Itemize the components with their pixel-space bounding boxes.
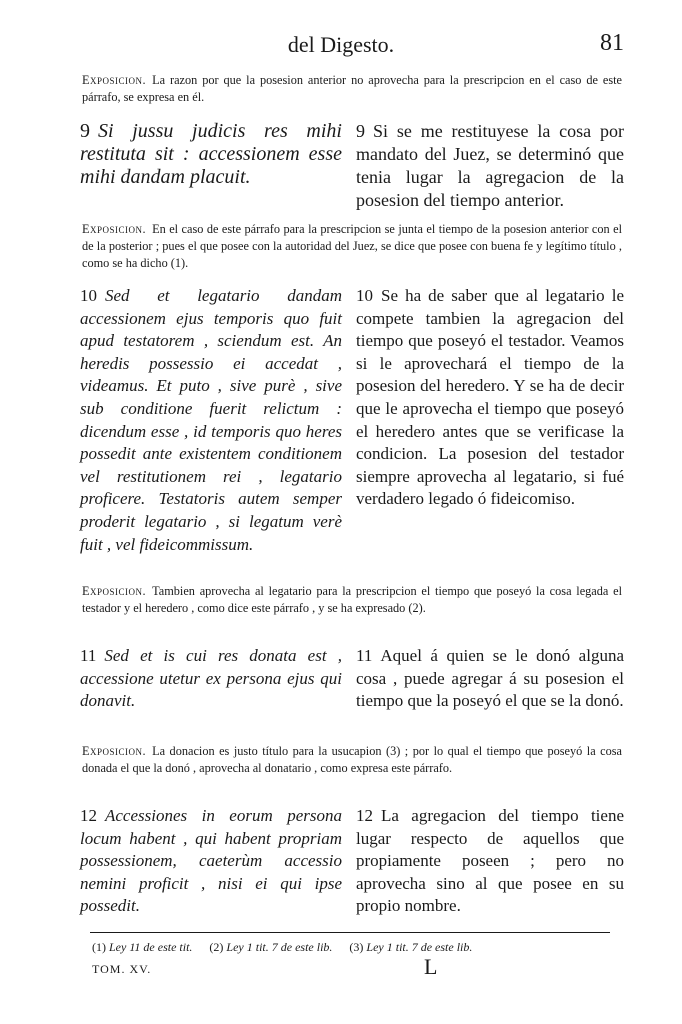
latin-text-9 [80,120,342,189]
footnote-mark: (3) [349,940,364,954]
spanish-text-10 [356,285,624,511]
paragraph-number: 10 [80,286,97,305]
signature-mark: L [424,954,438,979]
paragraph-number: 10 [356,286,373,305]
spanish-text-9 [356,120,624,212]
page-number: 81 [600,30,624,56]
exposicion-label: Exposicion. [82,73,147,87]
exposicion-1 [82,72,622,106]
paragraph-number: 9 [80,120,90,142]
latin-text-12 [80,805,342,918]
exposicion-text: La donacion es justo título para la usucapion (3) ; por lo qual el tiempo que poseyó la cosa donada el que la donó , aprovecha al donatario , como expresa este párrafo. [82,744,622,775]
spanish-body: Si se me restituyese la cosa por mandato del Juez, se determinó que tenia lugar la agregacion de la posesion del tiempo anterior. [356,121,624,210]
exposicion-label: Exposicion. [82,222,147,236]
latin-text-11 [80,645,342,713]
paragraph-number: 12 [80,806,97,825]
paragraph-number: 9 [356,121,365,141]
exposicion-text: En el caso de este párrafo para la prescripcion se junta el tiempo de la posesion anterior con el de la posterior ; pues el que posee con la autoridad del Juez, se dice que posee con buena fe y legítimo título , como se ha dicho (1). [82,222,622,270]
exposicion-text: Tambien aprovecha al legatario para la prescripcion el tiempo que poseyó la cosa legada el testador y el heredero , como dice este párrafo , y se ha expresado (2). [82,584,622,615]
spanish-body: Aquel á quien se le donó alguna cosa , puede agregar á su posesion el tiempo que la poseyó el que se la donó. [356,646,624,711]
spanish-text-12 [356,805,624,918]
footnote-mark: (2) [209,940,224,954]
running-title: del Digesto. [287,32,395,57]
footnote-mark: (1) [92,940,106,954]
paragraph-9 [80,120,625,212]
paragraph-number: 11 [80,646,97,665]
exposicion-3 [82,583,622,617]
latin-body: Sed et is cui res donata est , accessione utetur ex persona ejus qui donavit. [80,646,342,711]
latin-body: Accessiones in eorum persona locum habent , qui habent propriam possessionem, caeterùm accessio nemini proficit , nisi ei qui ipse possedit. [80,806,342,916]
footnote-3 [349,940,472,954]
footnote-1 [92,940,192,954]
exposicion-2 [82,221,622,272]
exposicion-label: Exposicion. [82,584,147,598]
latin-body: Si jussu judicis res mihi restituta sit : accessionem esse mihi dandam placuit. [80,120,342,188]
spanish-body: Se ha de saber que al legatario le compete tambien la agregacion del tiempo que poseyó el testador. Veamos si le aprovechará el tiempo de la posesion del heredero. Y se ha de decir que le aprovecha el tiempo que poseyó el heredero antes que se verificase la condicion. La posesion del testador siempre aprovecha al legatario, si fué verdadero legado ó fideicomiso. [356,286,624,509]
footnotes [92,940,612,955]
footnote-rule [90,932,610,933]
paragraph-11 [80,645,625,735]
spanish-text-11 [356,645,624,713]
footnote-2 [209,940,332,954]
paragraph-number: 12 [356,806,373,825]
paragraph-12 [80,805,625,920]
paragraph-10 [80,285,625,575]
latin-body: Sed et legatario dandam accessionem ejus temporis quo fuit apud testatorem , sciendum est. An heredis possessio ei accedat , videamus. Et puto , sive purè , sive sub conditione fuerit relictum : dicendum esse , id temporis quo heres possedit ante existentem conditionem vel restitutionem rei , legatario proficere. Testatoris autem semper proderit legatario , si legatum verè fuit , vel fideicommissum. [80,286,342,554]
paragraph-number: 11 [356,646,373,665]
volume-label: TOM. XV. [92,962,152,976]
footnote-ref: Ley 11 de este tit. [109,940,193,954]
exposicion-label: Exposicion. [82,744,147,758]
footnote-ref: Ley 1 tit. 7 de este lib. [226,940,333,954]
spanish-body: La agregacion del tiempo tiene lugar respecto de aquellos que propiamente poseen ; pero no aprovecha sino al que posee en su propio nombre. [356,806,624,916]
exposicion-4 [82,743,622,777]
latin-text-10 [80,285,342,556]
exposicion-text: La razon por que la posesion anterior no aprovecha para la prescripcion en el caso de este párrafo, se expresa en él. [82,73,622,104]
running-head [0,28,682,62]
footnote-ref: Ley 1 tit. 7 de este lib. [366,940,473,954]
